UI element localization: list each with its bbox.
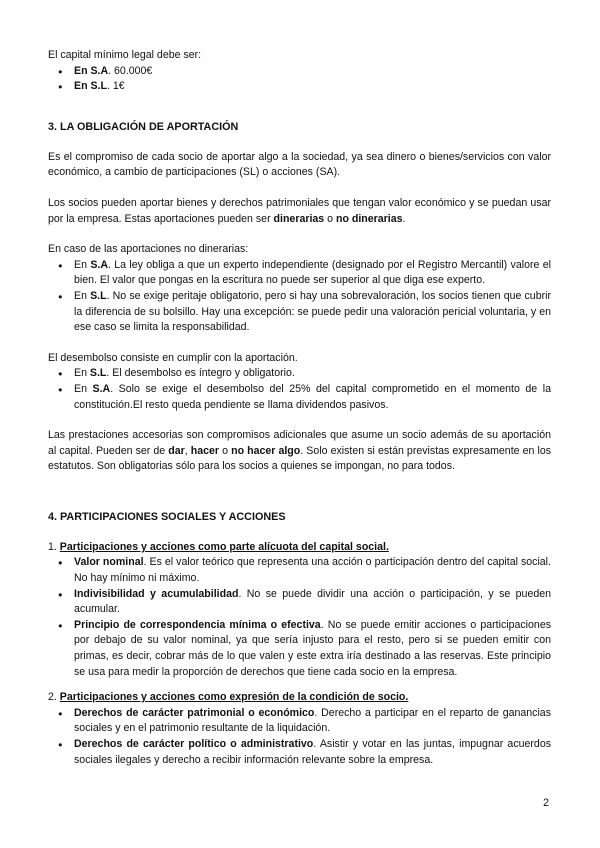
page-number: 2 bbox=[543, 797, 549, 809]
list-item: ● En S.L. No se exige peritaje obligatorio, pero si hay una sobrevaloración, los socios tienen que cubrir la diferencia de su bolsillo. Hay una excepción: se puede pedir una valoración pericial voluntaria, y en ese caso se limita la responsabilidad. bbox=[48, 289, 551, 336]
no-dinerarias-list bbox=[48, 258, 551, 336]
list-item: ● En S.A. La ley obliga a que un experto independiente (designado por el Registro Mercantil) valore el bien. El valor que pongas en la escritura no puede ser superior al que diga ese experto. bbox=[48, 258, 551, 289]
list-item: ● Indivisibilidad y acumulabilidad. No se puede dividir una acción o participación, y se pueden acumular. bbox=[48, 587, 551, 618]
subsection-1-list bbox=[48, 555, 551, 680]
paragraph: El desembolso consiste en cumplir con la aportación. bbox=[48, 351, 298, 364]
document-page bbox=[48, 48, 551, 768]
paragraph: Los socios pueden aportar bienes y derechos patrimoniales que tengan valor económico y se puedan usar por la empresa. Estas aportaciones pueden ser dinerarias o no dinerarias. bbox=[48, 196, 551, 225]
list-item: ● En S.A. Solo se exige el desembolso del 25% del capital comprometido en el momento de la constitución.El resto queda pendiente se llama dividendos pasivos. bbox=[48, 382, 551, 413]
paragraph: En caso de las aportaciones no dinerarias: bbox=[48, 243, 249, 256]
list-item: ● Derechos de carácter político o administrativo. Asistir y votar en las juntas, impugnar acuerdos sociales ilegales y derecho a recibir información relevante sobre la empresa. bbox=[48, 737, 551, 768]
list-item: ● Derechos de carácter patrimonial o económico. Derecho a participar en el reparto de ganancias sociales y en el patrimonio resultante de la liquidación. bbox=[48, 706, 551, 737]
list-item: ● En S.A. 60.000€ bbox=[48, 64, 551, 80]
capital-list bbox=[48, 64, 551, 95]
section-4-heading: 4. PARTICIPACIONES SOCIALES Y ACCIONES bbox=[48, 510, 286, 523]
list-item: ● En S.L. El desembolso es íntegro y obligatorio. bbox=[48, 366, 551, 382]
subsection-2-list bbox=[48, 706, 551, 768]
list-item: ● Principio de correspondencia mínima o efectiva. No se puede emitir acciones o participaciones por debajo de su valor nominal, ya que sería injusto para el resto, pero si se pueden emitir con primas, es decir, cobrar más de lo que valen y este extra iría destinado a las reservas. Este principio se usa para medir la proporción de derechos que tiene cada socio en la empresa. bbox=[48, 618, 551, 680]
subsection-1-title: 1. Participaciones y acciones como parte alícuota del capital social. bbox=[48, 540, 389, 553]
list-item: ● En S.L. 1€ bbox=[48, 79, 551, 95]
desembolso-list bbox=[48, 366, 551, 413]
list-item: ● Valor nominal. Es el valor teórico que representa una acción o participación dentro del capital social. No hay mínimo ni máximo. bbox=[48, 555, 551, 586]
paragraph: Las prestaciones accesorias son compromisos adicionales que asume un socio además de su aportación al capital. Pueden ser de dar, hacer o no hacer algo. Solo existen si están previstas expresamente en los estatutos. Son obligatorias sólo para los socios a quienes se impongan, no para todos. bbox=[48, 429, 552, 473]
paragraph: Es el compromiso de cada socio de aportar algo a la sociedad, ya sea dinero o bienes/servicios con valor económico, a cambio de participaciones (SL) o acciones (SA). bbox=[48, 150, 551, 179]
subsection-2-title: 2. Participaciones y acciones como expresión de la condición de socio. bbox=[48, 691, 409, 704]
section-3-heading: 3. LA OBLIGACIÓN DE APORTACIÓN bbox=[48, 120, 239, 133]
capital-intro: El capital mínimo legal debe ser: bbox=[48, 49, 202, 61]
